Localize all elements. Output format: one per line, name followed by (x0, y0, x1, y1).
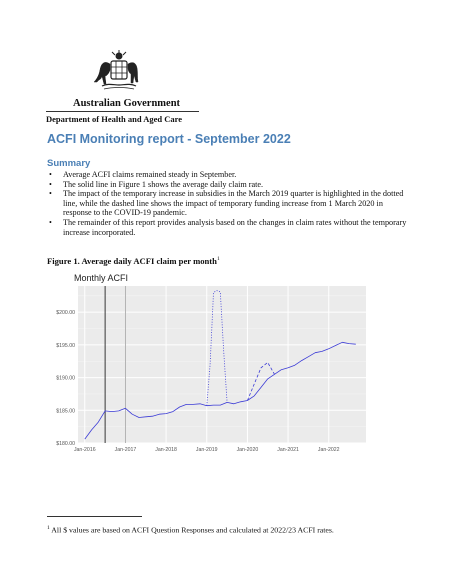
x-tick-label: Jan-2019 (195, 447, 218, 453)
footnote-ref: 1 (216, 256, 220, 263)
y-tick-label: $190.00 (56, 375, 75, 382)
x-tick-label: Jan-2018 (155, 447, 177, 453)
chart-title: Monthly ACFI (74, 273, 129, 283)
x-tick-label: Jan-2016 (73, 447, 96, 453)
acfi-line-chart (44, 266, 374, 458)
y-tick-label: $200.00 (56, 310, 75, 317)
plot-background (78, 286, 366, 443)
summary-list (47, 170, 407, 237)
summary-bullet: • The remainder of this report provides analysis based on the changes in claim rates without the temporary increase incorporated. (47, 218, 407, 237)
footnote-marker: 1 (47, 525, 50, 531)
header-divider (46, 111, 199, 112)
summary-bullet: • Average ACFI claims remained steady in September. (47, 170, 407, 180)
figure-caption (47, 256, 220, 266)
summary-bullet: • The solid line in Figure 1 shows the average daily claim rate. (47, 180, 407, 190)
figure-caption-text: Figure 1. Average daily ACFI claim per month (47, 256, 217, 266)
footnote (47, 525, 334, 535)
x-tick-label: Jan-2017 (114, 447, 137, 453)
x-tick-label: Jan-2020 (236, 447, 259, 453)
footnote-text: All $ values are based on ACFI Question Responses and calculated at 2022/23 ACFI rates. (51, 525, 334, 535)
y-axis (56, 310, 75, 447)
y-tick-label: $195.00 (56, 342, 75, 349)
coat-of-arms-icon (90, 50, 148, 94)
government-name: Australian Government (73, 98, 181, 109)
y-tick-label: $180.00 (56, 441, 75, 447)
department-name: Department of Health and Aged Care (46, 114, 183, 124)
y-tick-label: $185.00 (56, 408, 75, 415)
summary-bullet: • The impact of the temporary increase in subsidies in the March 2019 quarter is highlighted in the dotted line, while the dashed line shows the impact of temporary funding increase from 1 March 2020 in response to the COVID-19 pandemic. (47, 189, 407, 218)
footnote-divider (47, 516, 142, 517)
report-title: ACFI Monitoring report - September 2022 (47, 132, 291, 146)
chart-svg (44, 266, 374, 458)
x-axis (74, 447, 340, 453)
x-tick-label: Jan-2022 (317, 447, 340, 453)
summary-heading: Summary (47, 158, 91, 169)
x-tick-label: Jan-2021 (277, 447, 299, 453)
